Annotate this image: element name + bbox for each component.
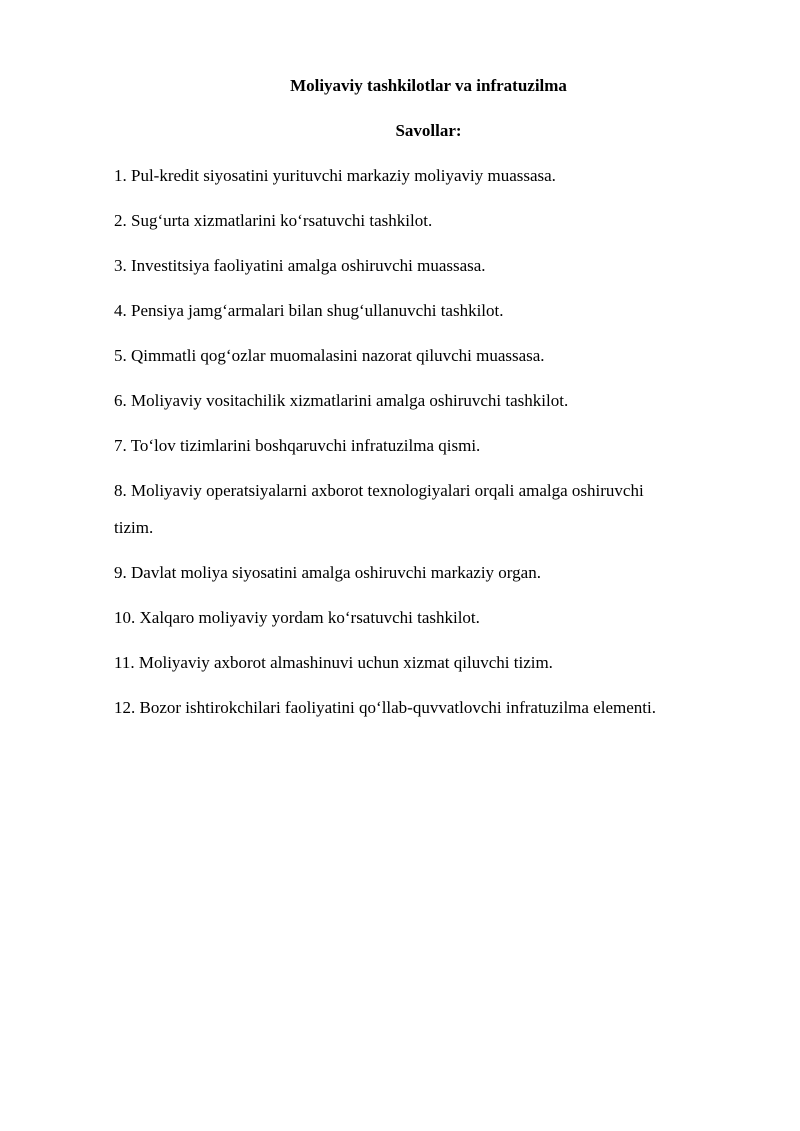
document-title: Moliyaviy tashkilotlar va infratuzilma [290, 76, 567, 95]
question-text: 8. Moliyaviy operatsiyalarni axborot texnologiyalari orqali amalga oshiruvchi [114, 481, 644, 500]
question-item [114, 389, 714, 413]
question-item [114, 254, 714, 278]
question-item [114, 164, 714, 188]
question-text: 4. Pensiya jamg‘armalari bilan shug‘ullanuvchi tashkilot. [114, 301, 504, 320]
document-subtitle: Savollar: [395, 121, 462, 140]
question-text: 5. Qimmatli qog‘ozlar muomalasini nazorat qiluvchi muassasa. [114, 346, 545, 365]
question-text: 1. Pul-kredit siyosatini yurituvchi markaziy moliyaviy muassasa. [114, 166, 556, 185]
question-item [114, 479, 714, 540]
question-item [114, 344, 714, 368]
question-item [114, 606, 714, 630]
question-text: 9. Davlat moliya siyosatini amalga oshiruvchi markaziy organ. [114, 563, 541, 582]
question-text: 12. Bozor ishtirokchilari faoliyatini qo‘llab-quvvatlovchi infratuzilma elementi. [114, 698, 656, 717]
question-list [114, 164, 714, 741]
question-text: 10. Xalqaro moliyaviy yordam ko‘rsatuvchi tashkilot. [114, 608, 480, 627]
question-text: 6. Moliyaviy vositachilik xizmatlarini amalga oshiruvchi tashkilot. [114, 391, 569, 410]
question-item [114, 696, 714, 720]
question-item [114, 299, 714, 323]
question-text: 11. Moliyaviy axborot almashinuvi uchun xizmat qiluvchi tizim. [114, 653, 553, 672]
question-text: 2. Sug‘urta xizmatlarini ko‘rsatuvchi tashkilot. [114, 211, 433, 230]
question-item [114, 434, 714, 458]
question-text-continuation: tizim. [114, 518, 154, 537]
question-text: 7. To‘lov tizimlarini boshqaruvchi infratuzilma qismi. [114, 436, 481, 455]
question-text: 3. Investitsiya faoliyatini amalga oshiruvchi muassasa. [114, 256, 486, 275]
question-item [114, 561, 714, 585]
question-item [114, 651, 714, 675]
question-item [114, 209, 714, 233]
